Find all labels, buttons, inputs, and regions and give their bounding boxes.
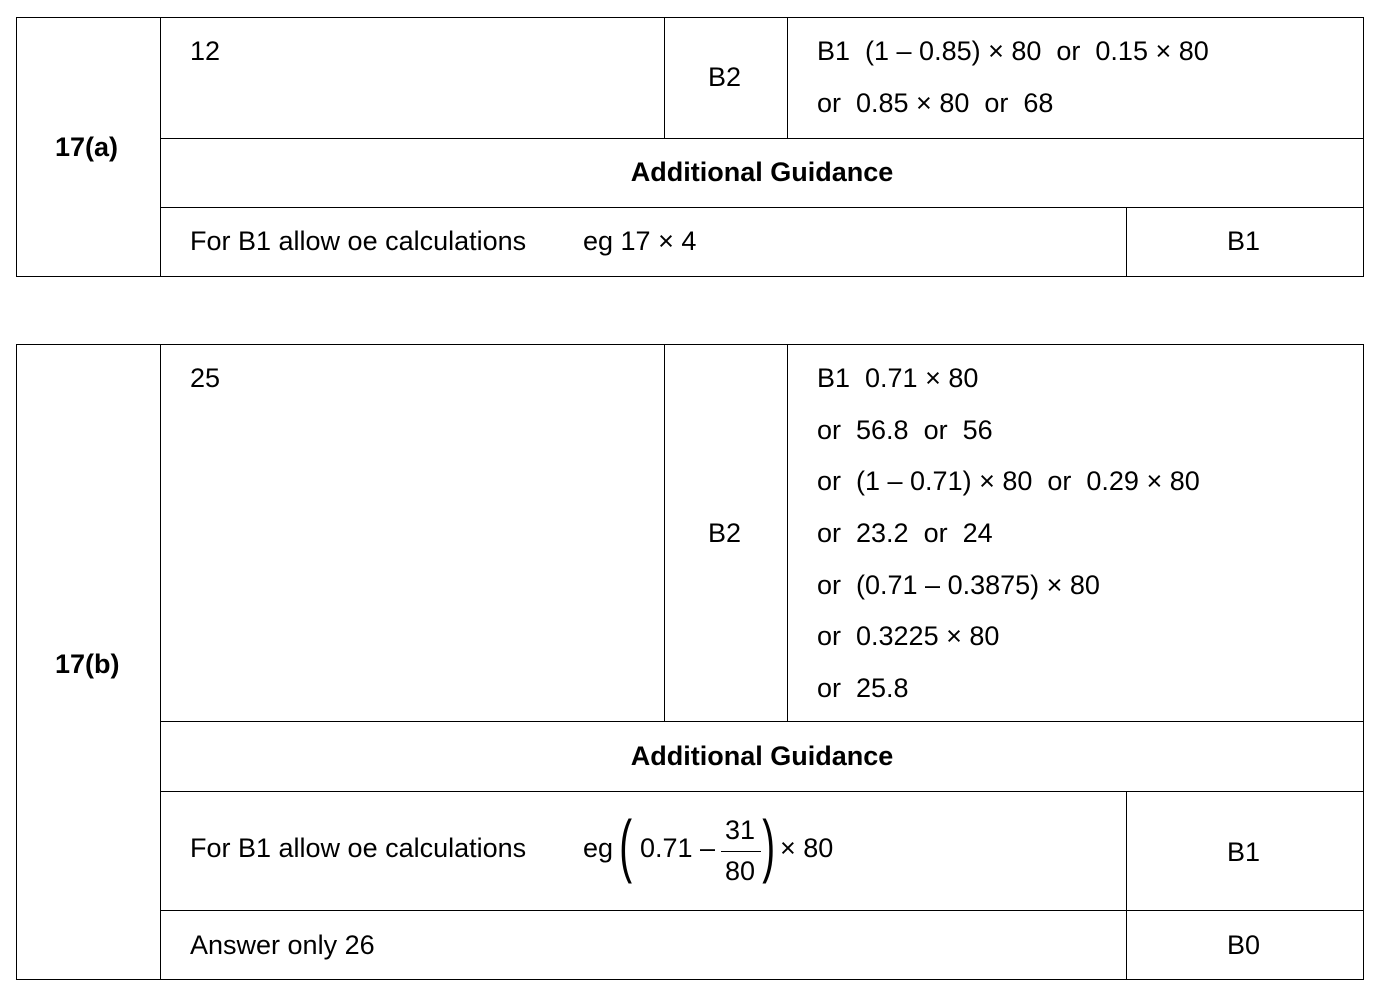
question-number: 17(b) (55, 649, 120, 679)
table-border (1363, 344, 1364, 980)
criteria-line: B1 0.71 × 80 (817, 363, 979, 393)
guidance-mark: B1 (1227, 226, 1261, 256)
answer-value: 25 (190, 363, 221, 393)
table-divider (160, 910, 1364, 911)
criteria-line: or 0.85 × 80 or 68 (817, 88, 1054, 118)
table-divider (160, 17, 161, 277)
guidance-heading: Additional Guidance (630, 157, 894, 187)
table-border (16, 17, 17, 277)
table-divider (160, 344, 161, 980)
criteria-line: B1 (1 – 0.85) × 80 or 0.15 × 80 (817, 36, 1209, 66)
table-divider (160, 791, 1364, 792)
multiplier: × 80 (780, 833, 834, 863)
table-divider (787, 344, 788, 722)
mark-value: B2 (708, 62, 742, 92)
table-divider (664, 17, 665, 139)
guidance-text: For B1 allow oe calculations (190, 226, 527, 256)
guidance-eg-label: eg (583, 833, 614, 863)
fraction-bar (721, 851, 761, 852)
criteria-line: or (0.71 – 0.3875) × 80 (817, 570, 1100, 600)
table-border (16, 17, 1364, 18)
table-divider (160, 207, 1364, 208)
criteria-line: or 56.8 or 56 (817, 415, 993, 445)
table-divider (160, 721, 1364, 722)
guidance-example: eg 17 × 4 (583, 226, 697, 256)
guidance-mark: B1 (1227, 837, 1261, 867)
guidance-text: For B1 allow oe calculations (190, 833, 527, 863)
right-parenthesis: ) (762, 806, 776, 884)
guidance-text: Answer only 26 (190, 930, 375, 960)
minus-sign: – (700, 833, 716, 863)
table-divider (160, 138, 1364, 139)
fraction-denominator: 80 (725, 856, 756, 886)
criteria-line: or (1 – 0.71) × 80 or 0.29 × 80 (817, 466, 1200, 496)
left-parenthesis: ( (619, 806, 633, 884)
table-divider (1126, 791, 1127, 980)
table-divider (1126, 207, 1127, 277)
criteria-line: or 25.8 (817, 673, 909, 703)
answer-value: 12 (190, 36, 221, 66)
question-number: 17(a) (55, 132, 119, 162)
guidance-mark: B0 (1227, 930, 1261, 960)
expression-term: 0.71 (640, 833, 693, 863)
guidance-heading: Additional Guidance (630, 741, 894, 771)
mark-value: B2 (708, 518, 742, 548)
table-border (16, 276, 1364, 277)
criteria-line: or 23.2 or 24 (817, 518, 993, 548)
table-border (16, 344, 17, 980)
criteria-line: or 0.3225 × 80 (817, 621, 1000, 651)
table-divider (787, 17, 788, 139)
table-border (16, 344, 1364, 345)
table-divider (664, 344, 665, 722)
fraction-numerator: 31 (725, 815, 756, 845)
table-border (16, 979, 1364, 980)
table-border (1363, 17, 1364, 277)
